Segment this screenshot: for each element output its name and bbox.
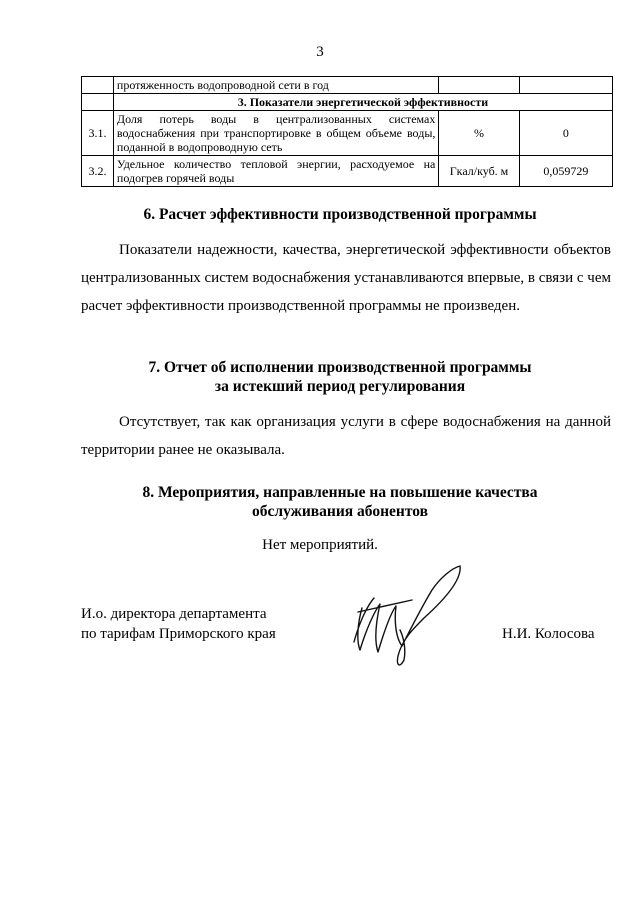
row-number: 3.2. (82, 156, 114, 187)
section-6-text: Показатели надежности, качества, энергетической эффективности объектов централизованных систем водоснабжения устанавливаются впервые, в связи с чем расчет эффективности производственной программы не произведен. (81, 242, 611, 314)
row-name: протяженность водопроводной сети в год (113, 77, 438, 94)
section-8-heading-line2: обслуживания абонентов (252, 503, 428, 520)
section-7-heading-line2: за истекший период регулирования (214, 378, 466, 395)
signer-title-line1: И.о. директора департамента (81, 606, 267, 622)
section-title: 3. Показатели энергетической эффективности (113, 94, 612, 111)
section-8-text: Нет мероприятий. (262, 537, 378, 553)
row-unit: % (439, 111, 519, 156)
indicators-table (81, 76, 613, 187)
row-name: Удельное количество тепловой энергии, расходуемое на подогрев горячей воды (113, 156, 438, 187)
row-value: 0,059729 (519, 156, 612, 187)
row-unit: Гкал/куб. м (439, 156, 519, 187)
row-number (82, 77, 114, 94)
table-row (82, 111, 613, 156)
table-section-row (82, 94, 613, 111)
handwritten-signature (340, 560, 470, 670)
table-row (82, 77, 613, 94)
section-7-heading-line1: 7. Отчет об исполнении производственной программы (148, 359, 532, 376)
row-name: Доля потерь воды в централизованных системах водоснабжения при транспортировке в общем объеме воды, поданной в водопроводную сеть (113, 111, 438, 156)
section-7-text: Отсутствует, так как организация услуги в сфере водоснабжения на данной территории ранее не оказывала. (81, 414, 611, 458)
row-value: 0 (519, 111, 612, 156)
row-value (519, 77, 612, 94)
section-6-heading: 6. Расчет эффективности производственной программы (143, 206, 537, 223)
row-number (82, 94, 114, 111)
row-number: 3.1. (82, 111, 114, 156)
page-number: 3 (316, 44, 324, 60)
signer-title (81, 604, 276, 644)
row-unit (439, 77, 519, 94)
signer-name: Н.И. Колосова (502, 626, 595, 642)
signer-title-line2: по тарифам Приморского края (81, 626, 276, 642)
section-8-heading-line1: 8. Мероприятия, направленные на повышение качества (142, 484, 538, 501)
table-row (82, 156, 613, 187)
